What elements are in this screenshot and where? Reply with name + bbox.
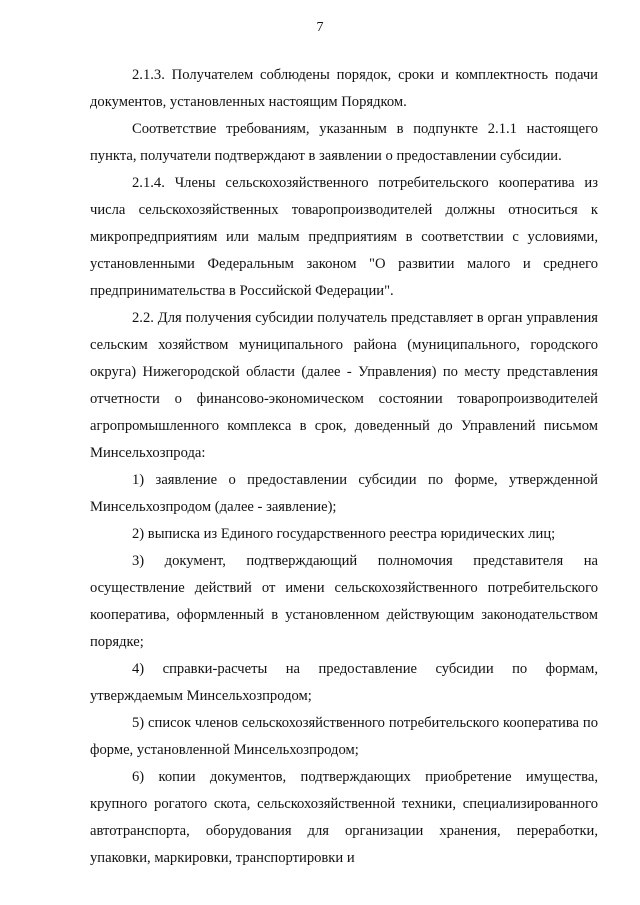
document-body (90, 62, 598, 872)
list-item-3: 3) документ, подтверждающий полномочия представителя на осуществление действий от имени сельскохозяйственного потребительского кооператива, оформленный в установленном действующим законодательством порядке; (90, 553, 598, 650)
list-item-6: 6) копии документов, подтверждающих приобретение имущества, крупного рогатого скота, сельскохозяйственной техники, специализированного автотранспорта, оборудования для организации хранения, переработки, упаковки, маркировки, транспортировки и (90, 769, 598, 866)
paragraph-2-2: 2.2. Для получения субсидии получатель представляет в орган управления сельским хозяйством муниципального района (муниципального, городского округа) Нижегородской области (далее - Управления) по месту представления отчетности о финансово-экономическом состоянии товаропроизводителей агропромышленного комплекса в срок, доведенный до Управлений письмом Минсельхозпрода: (90, 310, 598, 461)
list-item-2: 2) выписка из Единого государственного реестра юридических лиц; (132, 526, 556, 542)
list-item-4: 4) справки-расчеты на предоставление субсидии по формам, утверждаемым Минсельхозпродом; (90, 661, 598, 704)
list-item-1: 1) заявление о предоставлении субсидии по форме, утвержденной Минсельхозпродом (далее - заявление); (90, 472, 598, 515)
list-item-5: 5) список членов сельскохозяйственного потребительского кооператива по форме, установленной Минсельхозпродом; (90, 715, 598, 758)
paragraph-2-1-3: 2.1.3. Получателем соблюдены порядок, сроки и комплектность подачи документов, установленных настоящим Порядком. (90, 67, 598, 110)
paragraph-2-1-4: 2.1.4. Члены сельскохозяйственного потребительского кооператива из числа сельскохозяйственных товаропроизводителей должны относиться к микропредприятиям или малым предприятиям в соответствии с условиями, установленными Федеральным законом "О развитии малого и среднего предпринимательства в Российской Федерации". (90, 175, 598, 299)
page-number: 7 (316, 20, 324, 35)
paragraph-compliance: Соответствие требованиям, указанным в подпункте 2.1.1 настоящего пункта, получатели подтверждают в заявлении о предоставлении субсидии. (90, 121, 598, 164)
